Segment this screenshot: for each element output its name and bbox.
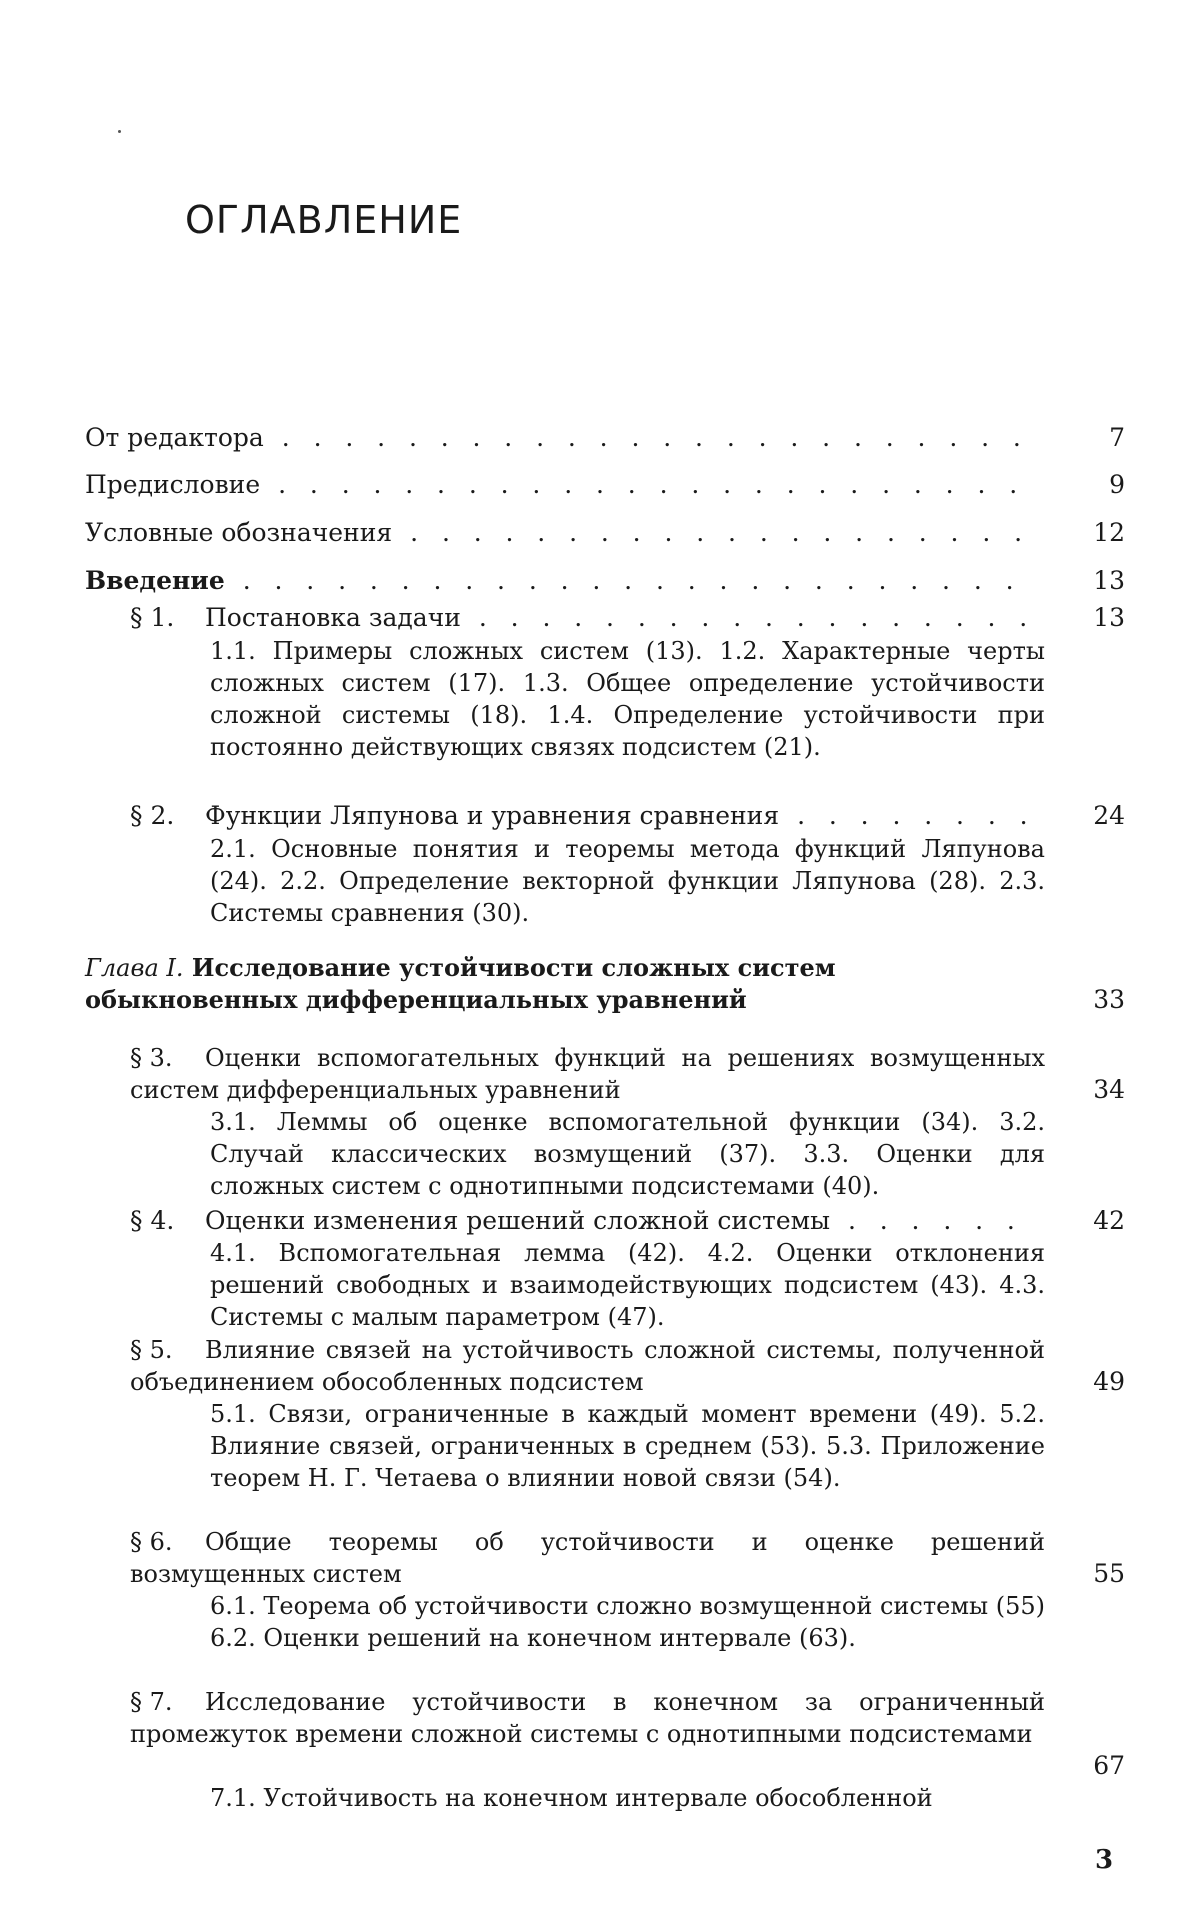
toc-page-number: 55 bbox=[1093, 1559, 1125, 1588]
page-number: 3 bbox=[1095, 1845, 1114, 1875]
section-number: § 6. bbox=[130, 1528, 173, 1556]
section-title: Влияние связей на устойчивость сложной системы, полученной объединением обособленных подсистем bbox=[130, 1336, 1045, 1396]
section-number: § 7. bbox=[130, 1688, 173, 1716]
toc-section-1 bbox=[130, 602, 1045, 634]
section-title: Оценки вспомогательных функций на решениях возмущенных систем дифференциальных уравнений bbox=[130, 1044, 1045, 1104]
section-description: 5.1. Связи, ограниченные в каждый момент времени (49). 5.2. Влияние связей, ограниченных в среднем (53). 5.3. Приложение теорем Н. Г. Четаева о влиянии новой связи (54). bbox=[210, 1400, 1045, 1492]
section-title: Функции Ляпунова и уравнения сравнения bbox=[205, 801, 780, 830]
section-description: 3.1. Леммы об оценке вспомогательной функции (34). 3.2. Случай классических возмущений (37). 3.3. Оценки для сложных систем с однотипными подсистемами (40). bbox=[210, 1108, 1045, 1200]
toc-page-number: 42 bbox=[1093, 1206, 1125, 1235]
toc-entry-label: От редактора bbox=[85, 423, 264, 452]
toc-entry-notation bbox=[85, 517, 1045, 549]
toc-entry-label: Условные обозначения bbox=[85, 518, 393, 547]
toc-page-number: 13 bbox=[1093, 566, 1125, 595]
section-description: 4.1. Вспомогательная лемма (42). 4.2. Оценки отклонения решений свободных и взаимодействующих подсистем (43). 4.3. Системы с малым параметром (47). bbox=[210, 1239, 1045, 1331]
toc-entry-editor bbox=[85, 422, 1045, 454]
toc-entry-label: Введение bbox=[85, 566, 225, 595]
dot-leader bbox=[797, 800, 1027, 832]
section-title: Общие теоремы об устойчивости и оценке решений возмущенных систем bbox=[130, 1528, 1045, 1588]
toc-section-5 bbox=[130, 1334, 1045, 1398]
toc-page-number: 24 bbox=[1093, 801, 1125, 830]
toc-section-7 bbox=[130, 1686, 1045, 1750]
toc-page-number: 67 bbox=[1093, 1751, 1125, 1780]
section-number: § 5. bbox=[130, 1336, 173, 1364]
toc-section-6 bbox=[130, 1526, 1045, 1590]
toc-page-number: 13 bbox=[1093, 603, 1125, 632]
toc-page-number: 33 bbox=[1093, 985, 1125, 1014]
section-heading bbox=[130, 800, 779, 832]
page-title: ОГЛАВЛЕНИЕ bbox=[185, 198, 463, 242]
section-number: § 3. bbox=[130, 1044, 173, 1072]
chapter-prefix: Глава I. bbox=[85, 954, 184, 982]
toc-entry-introduction bbox=[85, 565, 1045, 597]
section-description: 1.1. Примеры сложных систем (13). 1.2. Характерные черты сложных систем (17). 1.3. Общее определение устойчивости сложной системы (18). 1.4. Определение устойчивости при постоянно действующих связях подсистем (21). bbox=[210, 637, 1045, 761]
dot-leader bbox=[479, 602, 1027, 634]
toc-section-3 bbox=[130, 1042, 1045, 1106]
scan-speck bbox=[118, 130, 121, 133]
toc-section-2 bbox=[130, 800, 1045, 832]
section-title: Оценки изменения решений сложной системы bbox=[205, 1206, 830, 1235]
dot-leader bbox=[278, 469, 1027, 501]
chapter-heading bbox=[85, 952, 1045, 1016]
section-number: § 4. bbox=[130, 1206, 175, 1235]
section-description: 7.1. Устойчивость на конечном интервале обособленной bbox=[210, 1784, 933, 1812]
toc-page-number: 9 bbox=[1109, 470, 1125, 499]
section-description: 6.1. Теорема об устойчивости сложно возмущенной системы (55) 6.2. Оценки решений на конечном интервале (63). bbox=[210, 1592, 1045, 1652]
section-heading bbox=[130, 602, 461, 634]
dot-leader bbox=[243, 565, 1027, 597]
toc-page-number: 49 bbox=[1093, 1367, 1125, 1396]
dot-leader bbox=[410, 517, 1027, 549]
section-title: Исследование устойчивости в конечном за ограниченный промежуток времени сложной системы с однотипными подсистемами bbox=[130, 1688, 1045, 1748]
toc-page-number: 34 bbox=[1093, 1075, 1125, 1104]
toc-page-number: 12 bbox=[1093, 518, 1125, 547]
section-number: § 1. bbox=[130, 603, 175, 632]
section-description: 2.1. Основные понятия и теоремы метода функций Ляпунова (24). 2.2. Определение векторной функции Ляпунова (28). 2.3. Системы сравнения (30). bbox=[210, 835, 1045, 927]
section-heading bbox=[130, 1205, 830, 1237]
dot-leader bbox=[848, 1205, 1027, 1237]
section-number: § 2. bbox=[130, 801, 175, 830]
chapter-title: Исследование устойчивости сложных систем обыкновенных дифференциальных уравнений bbox=[85, 953, 836, 1014]
dot-leader bbox=[282, 422, 1027, 454]
toc-entry-preface bbox=[85, 469, 1045, 501]
toc-section-4 bbox=[130, 1205, 1045, 1237]
section-title: Постановка задачи bbox=[205, 603, 461, 632]
toc-page-number: 7 bbox=[1109, 423, 1125, 452]
toc-entry-label: Предисловие bbox=[85, 470, 261, 499]
